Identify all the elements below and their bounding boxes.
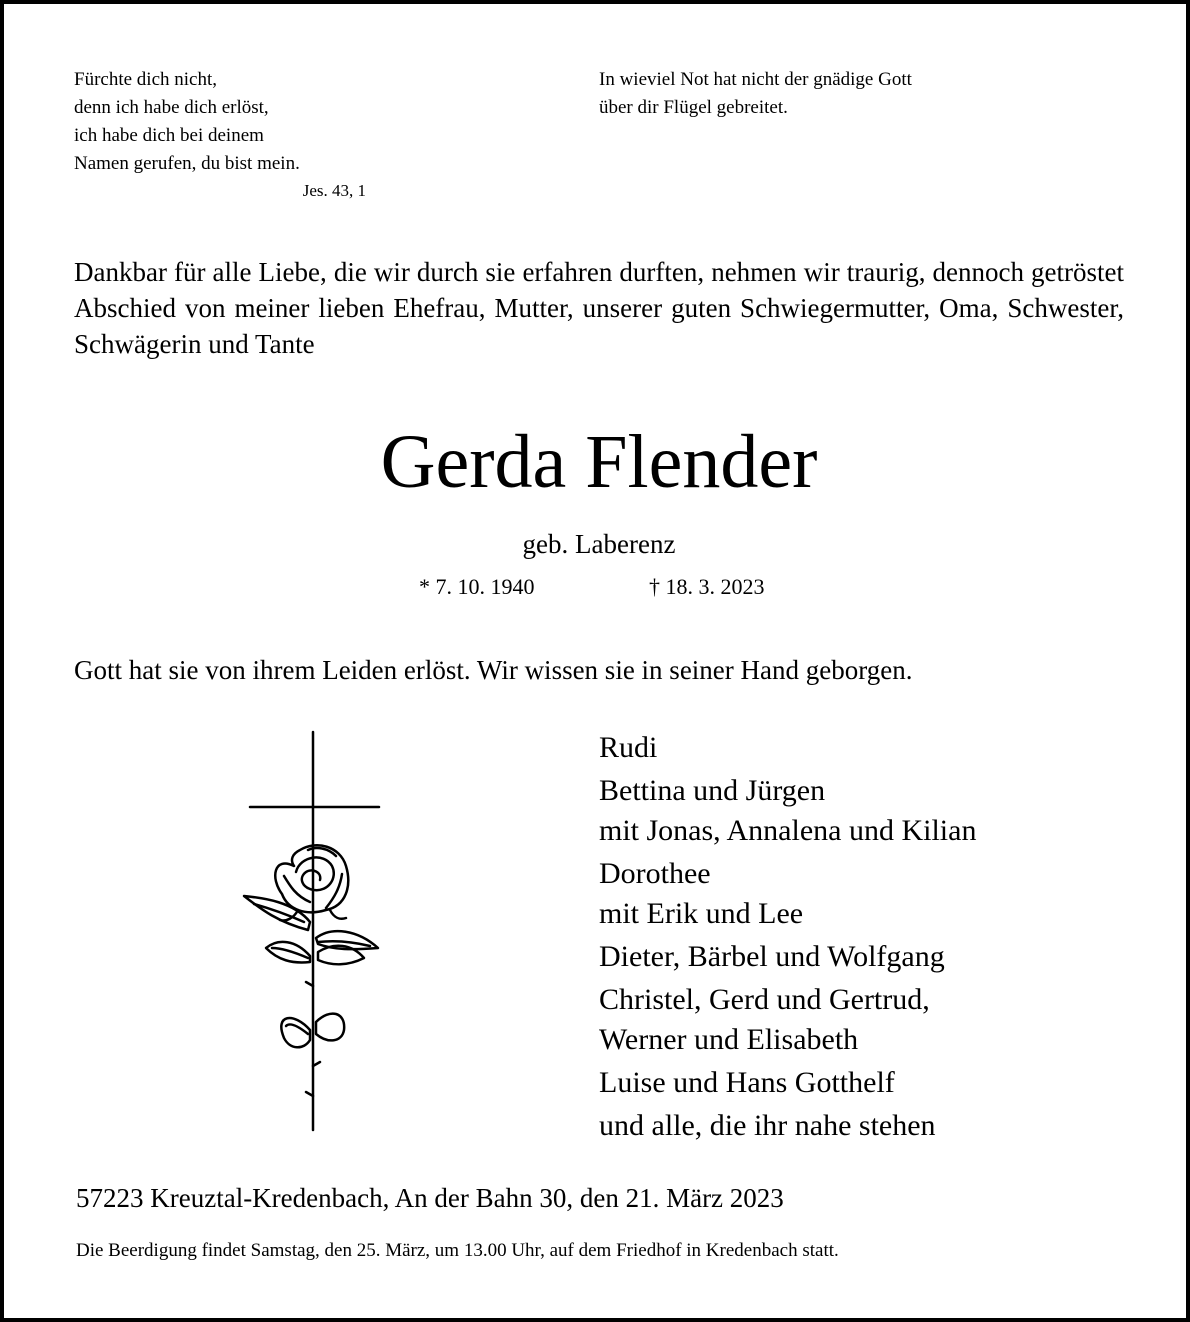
deceased-name: Gerda Flender [380,420,818,504]
mourner-line: Christel, Gerd und Gertrud, [599,983,930,1016]
death-date: † 18. 3. 2023 [649,574,765,599]
bible-verse-left [74,66,374,204]
mourner-group [599,854,1119,934]
mourner-line: Dorothee [599,857,711,890]
mourner-line: mit Jonas, Annalena und Kilian [599,814,977,847]
mourner-group [599,980,1119,1060]
mourner-line: Luise und Hans Gotthelf [599,1066,895,1099]
verse-line: Fürchte dich nicht, [74,69,217,90]
mourner-line: Bettina und Jürgen [599,774,826,807]
mourners-list [599,728,1119,1146]
mourner-line: und alle, die ihr nahe stehen [599,1109,936,1142]
intro-text: Dankbar für alle Liebe, die wir durch sie erfahren durften, nehmen wir traurig, dennoch getröstet Abschied von meiner lieben Ehefrau, Mutter, unserer guten Schwiegermutter, Oma, Schwester, Schwägerin und Tante [74,257,1124,359]
birth-date: * 7. 10. 1940 [419,574,535,599]
verse-line: Namen gerufen, du bist mein. [74,153,300,174]
verse-reference: Jes. 43, 1 [302,181,366,200]
mourner-group [599,1063,1119,1103]
verse-line: In wieviel Not hat nicht der gnädige Gott [599,69,912,90]
mourner-group [599,937,1119,977]
faith-statement: Gott hat sie von ihrem Leiden erlöst. Wir wissen sie in seiner Hand geborgen. [74,655,913,685]
bible-verse-right [599,66,1059,122]
maiden-name: geb. Laberenz [522,529,676,559]
cross-with-rose-icon [234,726,394,1136]
mourner-group [599,771,1119,851]
mourner-line: Rudi [599,731,658,764]
funeral-notice: Die Beerdigung findet Samstag, den 25. März, um 13.00 Uhr, auf dem Friedhof in Kredenbach statt. [76,1240,839,1261]
mourner-line: Werner und Elisabeth [599,1023,859,1056]
mourner-line: mit Erik und Lee [599,897,804,930]
address-date-line: 57223 Kreuztal-Kredenbach, An der Bahn 30, den 21. März 2023 [76,1183,784,1213]
mourner-group [599,1106,1119,1146]
verse-line: über dir Flügel gebreitet. [599,97,788,118]
verse-line: ich habe dich bei deinem [74,125,264,146]
mourner-line: Dieter, Bärbel und Wolfgang [599,940,945,973]
verse-line: denn ich habe dich erlöst, [74,97,269,118]
mourner-group [599,728,1119,768]
